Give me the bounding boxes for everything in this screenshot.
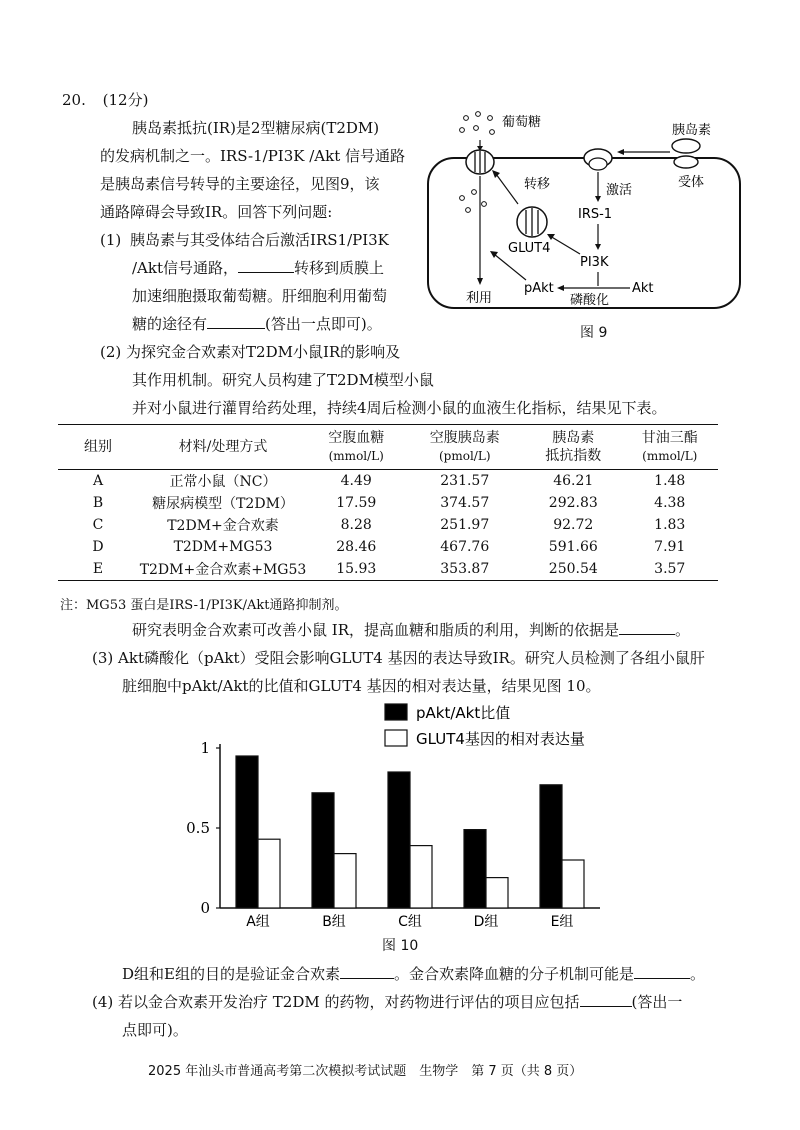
bar-glut4-expression [562,860,584,908]
table-cell: 251.97 [440,517,490,533]
table-row [58,470,718,493]
table-cell: E [92,561,104,577]
q1-answer-blank-2[interactable] [207,314,265,329]
glut4-label: GLUT4 [508,241,551,256]
table-header-row [58,425,718,470]
bar-glut4-expression [410,846,432,908]
q1-line-1 [100,228,389,252]
table-header-cell: 空腹血糖 (mmol/L) [328,430,385,463]
akt-label: Akt [632,281,654,296]
legend-swatch [385,704,407,720]
bar-pakt-ratio [236,756,258,908]
table-header-cell: 材料/处理方式 [178,439,268,455]
arrow-pakt-glucose [494,254,526,280]
table-cell: 46.21 [553,473,594,489]
glut4-vesicle [517,207,547,237]
arrowhead-glut4 [547,234,555,240]
irs1-label: IRS-1 [578,207,613,222]
y-tick-label: 0.5 [186,819,210,837]
insulin-label: 胰岛素 [672,123,712,138]
q3-line-2: 脏细胞中pAkt/Akt的比值和GLUT4 基因的相对表达量，结果见图 10。 [122,677,601,695]
transfer-label: 转移 [524,177,551,192]
q4-label: (4) [92,993,114,1011]
table-cell: T2DM+金合欢素 [167,518,279,534]
figure10-chart [180,700,650,960]
table-cell: 374.57 [440,495,490,511]
q1-text-2b: 转移到质膜上 [294,259,385,277]
utilize-label: 利用 [466,291,493,306]
q1-text-2a: /Akt信号通路， [132,259,239,277]
bar-pakt-ratio [540,785,562,908]
q1-line-3: 加速细胞摄取葡萄糖。肝细胞利用葡萄 [132,287,388,305]
q1-text-4a: 糖的途径有 [132,315,208,333]
arrowhead-utilize [477,278,483,285]
glucose-molecules-outside [460,112,495,135]
q4-line-1 [92,990,682,1014]
table-cell: 17.59 [336,495,377,511]
table-note: 注：MG53 蛋白是IRS-1/PI3K/Akt通路抑制剂。 [60,598,348,613]
table-cell: 4.49 [340,473,372,489]
bar-glut4-expression [486,878,508,908]
receptor-label: 受体 [678,175,705,190]
arrowhead-insulin [617,149,624,155]
arrow-pi3k-glut4 [550,236,580,254]
table-cell: 1.48 [654,473,686,489]
page-footer: 2025 年汕头市普通高考第二次模拟考试试题 生物学 第 7 页（共 8 页） [148,1064,583,1079]
q2-ask-end: 。 [675,621,691,639]
activate-label: 激活 [606,183,633,198]
legend-label: GLUT4基因的相对表达量 [416,730,585,748]
q1-label: (1) [100,231,122,249]
q3-ask [122,962,705,986]
table-cell: 250.54 [548,561,598,577]
table-cell: 591.66 [548,539,598,555]
q2-line-2: 其作用机制。研究人员构建了T2DM模型小鼠 [132,371,434,389]
q3-answer-blank-2[interactable] [634,964,690,979]
table-header-cell: 胰岛素 抵抗指数 [545,430,602,464]
table-header-cell: 空腹胰岛素 (pmol/L) [429,430,500,463]
figure10-caption: 图 10 [382,938,419,954]
x-tick-label: C组 [398,914,422,930]
intro-line-4: 通路障碍会导致IR。回答下列问题: [100,203,333,221]
table-cell: T2DM+MG53 [173,539,273,555]
intro-line-2: 的发病机制之一。IRS-1/PI3K /Akt 信号通路 [100,147,406,165]
q3-ask-c: 。 [690,965,706,983]
table-cell: C [92,517,104,533]
table-cell: 8.28 [340,517,372,533]
intro-line-1: 胰岛素抵抗(IR)是2型糖尿病(T2DM) [132,119,380,137]
q2-ask-text: 研究表明金合欢素可改善小鼠 IR，提高血糖和脂质的利用，判断的依据是 [132,621,619,639]
x-tick-label: B组 [322,914,346,930]
q2-label: (2) [100,343,122,361]
bar-pakt-ratio [464,830,486,908]
table-header-cell: 甘油三酯 (mmol/L) [641,430,698,463]
table-cell: 92.72 [553,517,594,533]
x-tick-label: E组 [550,914,574,930]
table-cell: 4.38 [654,495,686,511]
arrowhead-activate [595,196,601,202]
question-number [62,88,148,112]
q2-answer-blank[interactable] [619,620,675,635]
table-cell: A [92,473,104,489]
membrane-receptor [584,149,612,170]
q4-text-1b: (答出一 [631,993,683,1011]
q3-answer-blank-1[interactable] [340,964,394,979]
pakt-label: pAkt [524,281,554,296]
q4-line-2: 点即可)。 [122,1021,188,1039]
intro-line-3: 是胰岛素信号转导的主要途径，见图9，该 [100,175,380,193]
q2-line-3: 并对小鼠进行灌胃给药处理，持续4周后检测小鼠的血液生化指标，结果见下表。 [132,399,667,417]
q3-line-1 [92,646,705,670]
q4-answer-blank[interactable] [580,992,632,1007]
table-cell: B [92,495,104,511]
x-tick-label: A组 [246,914,270,930]
q2-line-1 [100,340,400,364]
figure9-diagram [420,100,750,345]
q1-line-2 [132,256,384,280]
table-cell: 7.91 [654,539,686,555]
arrowhead-pi3k [595,244,601,250]
figure9-caption: 图 9 [580,325,608,341]
q3-label: (3) [92,649,114,667]
phosphorylation-label: 磷酸化 [570,293,610,308]
table-cell: 353.87 [440,561,490,577]
q1-text-4b: (答出一点即可)。 [265,315,382,333]
table-cell: 3.57 [654,561,686,577]
table-cell: 15.93 [336,561,377,577]
legend-swatch [385,730,407,746]
glucose-molecules-inside [460,190,487,213]
q1-answer-blank-1[interactable] [238,258,294,273]
q3-text-1: Akt磷酸化（pAkt）受阻会影响GLUT4 基因的表达导致IR。研究人员检测了各组小鼠肝 [118,649,705,667]
table-cell: 292.83 [548,495,598,511]
pi3k-label: PI3K [580,255,609,270]
table-row [58,536,718,558]
q3-ask-b: 。金合欢素降血糖的分子机制可能是 [393,965,634,983]
q1-line-4 [132,312,382,336]
bar-pakt-ratio [312,793,334,908]
q1-text-1: 胰岛素与其受体结合后激活IRS1/PI3K [130,231,389,249]
y-tick-label: 0 [200,899,210,917]
table-cell: 231.57 [440,473,490,489]
table-row [58,558,718,581]
table-cell: 28.46 [336,539,377,555]
q2-text-1: 为探究金合欢素对T2DM小鼠IR的影响及 [126,343,401,361]
arrowhead-pakt [557,285,564,291]
y-tick-label: 1 [200,739,210,757]
table-cell: 糖尿病模型（T2DM） [152,496,294,512]
q3-ask-a: D组和E组的目的是验证金合欢素 [122,965,340,983]
bar-glut4-expression [334,854,356,908]
arrowhead-transfer [492,170,500,178]
membrane-glut4-channel [466,150,494,174]
arrow-transfer [496,174,518,204]
table-cell: T2DM+金合欢素+MG53 [139,562,307,578]
table-header-cell: 组别 [84,439,112,455]
table-row [58,514,718,536]
bar-glut4-expression [258,839,280,908]
legend-label: pAkt/Akt比值 [416,704,511,722]
question-number-text: 20. [62,91,86,109]
bar-pakt-ratio [388,772,410,908]
q2-ask [132,618,690,642]
table-cell: 1.83 [654,517,686,533]
x-tick-label: D组 [473,914,499,930]
table-row [58,492,718,514]
glucose-label: 葡萄糖 [502,115,542,130]
table-cell: D [92,539,104,555]
table-cell: 467.76 [440,539,490,555]
insulin-receptor-complex [672,139,700,168]
question-score: (12分) [102,91,149,109]
q4-text-1a: 若以金合欢素开发治疗 T2DM 的药物，对药物进行评估的项目应包括 [118,993,580,1011]
data-table [58,424,718,581]
table-cell: 正常小鼠（NC） [169,474,277,490]
